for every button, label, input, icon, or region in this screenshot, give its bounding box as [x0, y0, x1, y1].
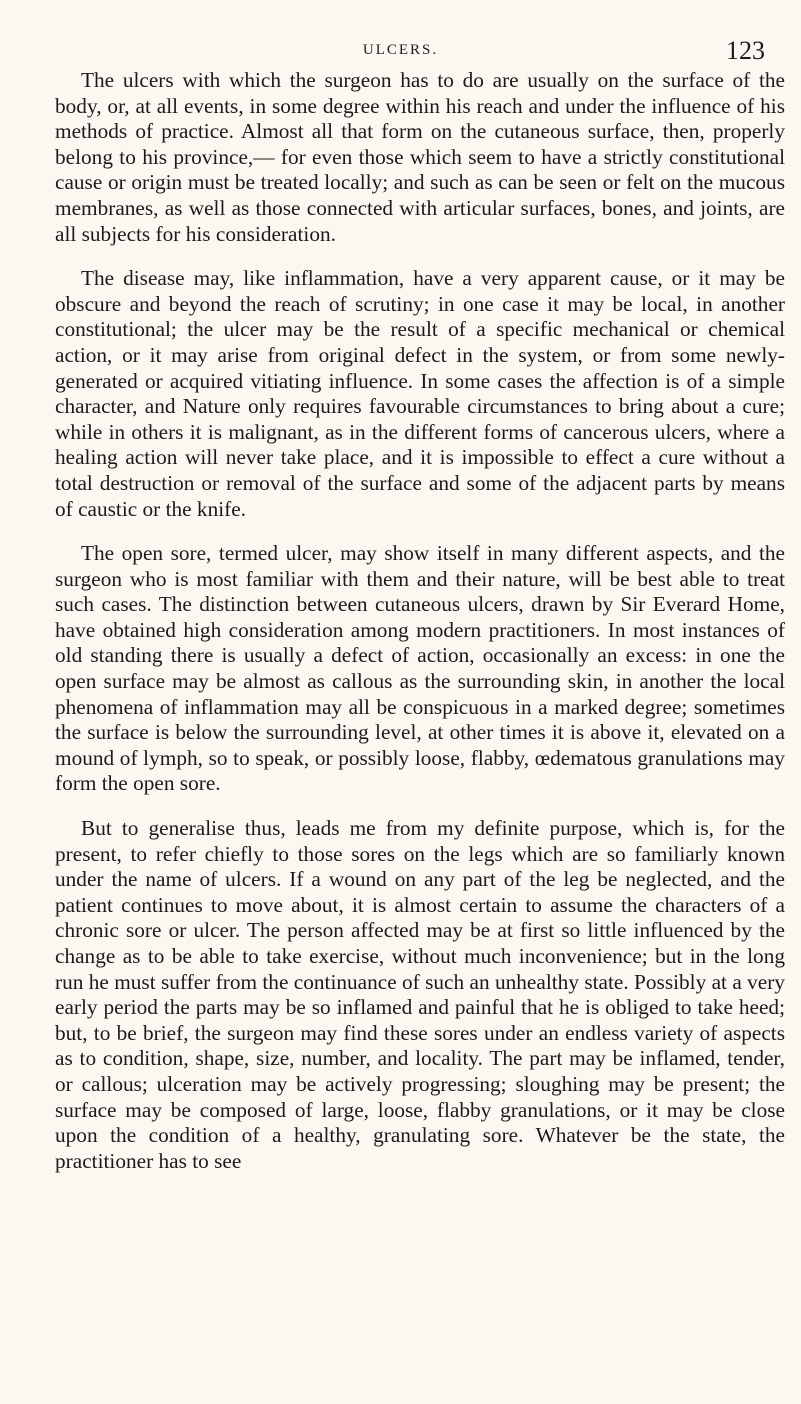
paragraph: But to generalise thus, leads me from my definite purpose, which is, for the present, to refer chiefly to those sores on the legs which are so familiarly known under the name of ulcers. If a wound on any part of the leg be neglected, and the patient continues to move about, it is almost certain to assume the characters of a chronic sore or ulcer. The person affected may be at first so little influenced by the change as to be able to take exercise, without much inconvenience; but in the long run he must suffer from the continuance of such an unhealthy state. Possibly at a very early period the parts may be so inflamed and painful that he is obliged to take heed; but, to be brief, the surgeon may find these sores under an endless variety of aspects as to condition, shape, size, number, and locality. The part may be inflamed, tender, or callous; ulceration may be actively progressing; sloughing may be present; the surface may be composed of large, loose, flabby granulations, or it may be close upon the condition of a healthy, granulating sore. Whatever be the state, the practitioner has to see	[55, 816, 785, 1173]
running-title: ULCERS.	[362, 42, 439, 58]
page-number: 123	[726, 36, 765, 65]
body-text	[55, 68, 785, 1174]
paragraph: The disease may, like inflammation, have a very apparent cause, or it may be obscure and beyond the reach of scrutiny; in one case it may be local, in another constitutional; the ulcer may be the result of a specific mechanical or chemical action, or it may arise from original defect in the system, or from some newly-generated or acquired vitiating influence. In some cases the affection is of a simple character, and Nature only requires favourable circumstances to bring about a cure; while in others it is malignant, as in the different forms of cancerous ulcers, where a healing action will never take place, and it is impossible to effect a cure without a total destruction or removal of the surface and some of the adjacent parts by means of caustic or the knife.	[55, 266, 785, 521]
running-head	[0, 28, 801, 68]
paragraph: The open sore, termed ulcer, may show itself in many different aspects, and the surgeon who is most familiar with them and their nature, will be best able to treat such cases. The distinction between cutaneous ulcers, drawn by Sir Everard Home, have obtained high consideration among modern practitioners. In most instances of old standing there is usually a defect of action, occasionally an excess: in one the open surface may be almost as callous as the surrounding skin, in another the local phenomena of inflammation may all be conspicuous in a marked degree; sometimes the surface is below the surrounding level, at other times it is above it, elevated on a mound of lymph, so to speak, or possibly loose, flabby, œdematous granulations may form the open sore.	[55, 541, 785, 796]
paragraph: The ulcers with which the surgeon has to do are usually on the surface of the body, or, at all events, in some degree within his reach and under the influence of his methods of practice. Almost all that form on the cutaneous surface, then, properly belong to his province,— for even those which seem to have a strictly constitutional cause or origin must be treated locally; and such as can be seen or felt on the mucous membranes, as well as those connected with articular surfaces, bones, and joints, are all subjects for his consideration.	[55, 68, 785, 246]
